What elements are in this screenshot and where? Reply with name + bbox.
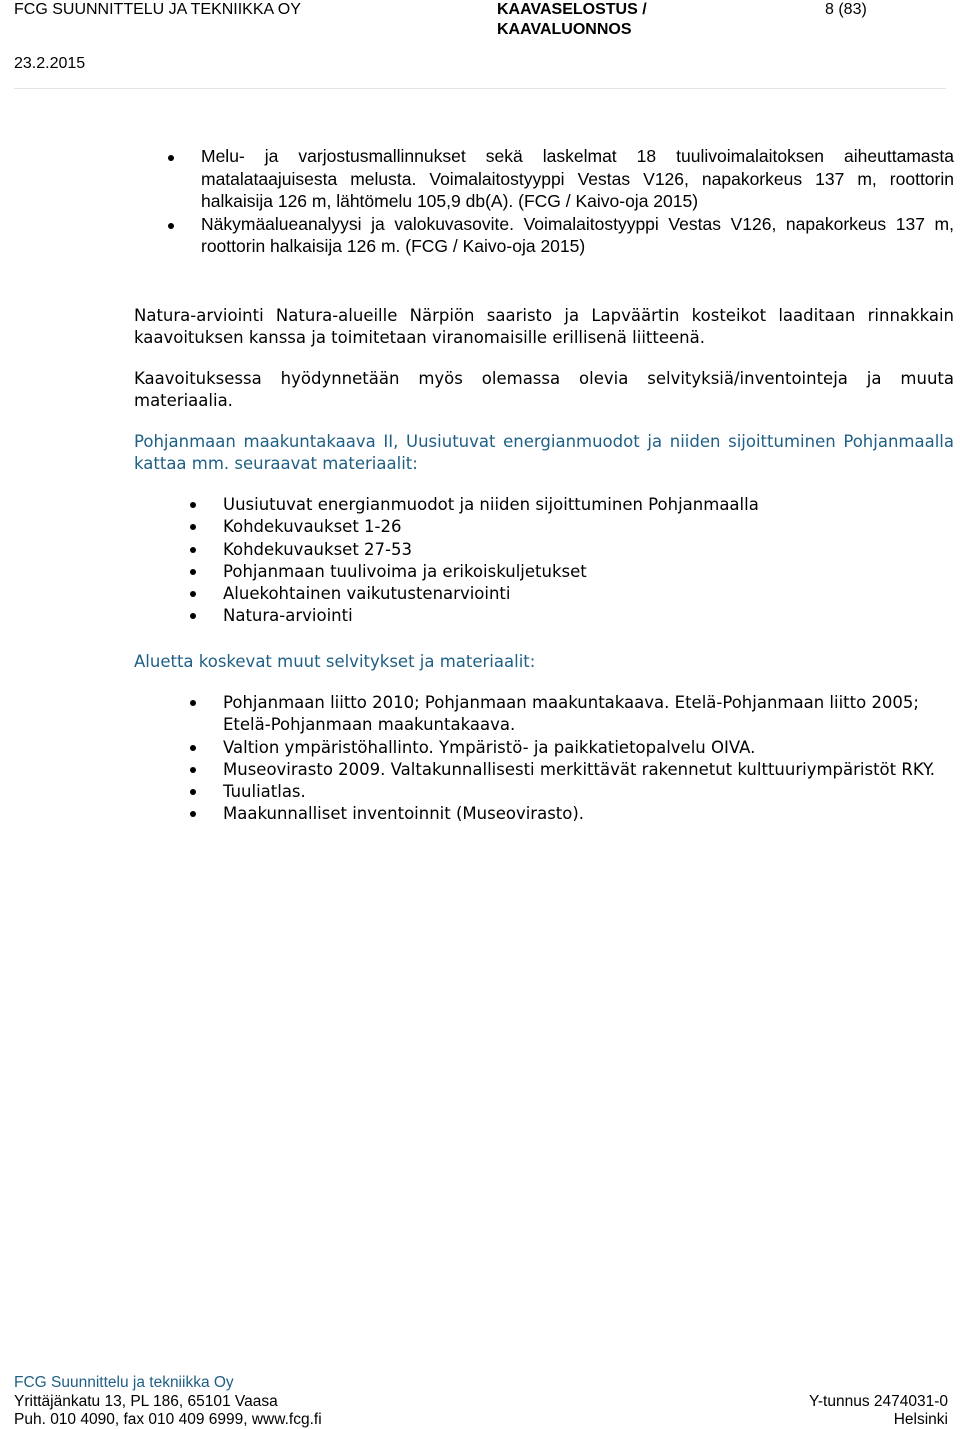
list-item-text: Kohdekuvaukset 27-53 [223,539,412,559]
bullet-icon [190,502,196,508]
bullet-icon [190,811,196,817]
bullet-icon [190,547,196,553]
list-item [186,605,954,627]
bullet-icon [190,524,196,530]
footer-contact: Puh. 010 4090, fax 010 409 6999, www.fcg.fi [14,1411,322,1428]
list-item-text: Pohjanmaan liitto 2010; Pohjanmaan maakuntakaava. Etelä-Pohjanmaan liitto 2005; Etelä-Pohjanmaan maakuntakaava. [223,693,919,735]
list-item-text: Natura-arviointi [223,606,353,626]
header-date: 23.2.2015 [14,55,86,72]
footer-address: Yrittäjänkatu 13, PL 186, 65101 Vaasa [14,1393,278,1410]
header-document-title [497,0,647,40]
paragraph-existing-material: Kaavoituksessa hyödynnetään myös olemassa olevia selvityksiä/inventointeja ja muuta materiaalia. [134,369,954,410]
header-title-line-2: KAAVALUONNOS [497,21,632,38]
list-item-text: Valtion ympäristöhallinto. Ympäristö- ja paikkatietopalvelu OIVA. [223,737,756,757]
header-page-number: 8 (83) [825,1,867,18]
list-item [164,145,954,213]
bullet-icon [190,613,196,619]
list-item [186,561,954,583]
list-item [186,759,954,781]
footer-business-id: Y-tunnus 2474031-0 [808,1393,948,1410]
bullet-icon [190,700,196,706]
bullet-icon [190,767,196,773]
section-heading-other-materials: Aluetta koskevat muut selvitykset ja materiaalit: [134,652,536,671]
header-title-line-1: KAAVASELOSTUS / [497,1,647,18]
list-item [186,494,954,516]
bullet-icon [190,789,196,795]
list-item [186,781,954,803]
paragraph-maakuntakaava: Pohjanmaan maakuntakaava II, Uusiutuvat energianmuodot ja niiden sijoittuminen Pohjanmaalla kattaa mm. seuraavat materiaalit: [134,432,954,473]
list-item-text: Museovirasto 2009. Valtakunnallisesti merkittävät rakennetut kulttuuriympäristöt RKY. [223,759,936,779]
footer-city: Helsinki [893,1411,948,1428]
bullet-icon [190,591,196,597]
header-company: FCG SUUNNITTELU JA TEKNIIKKA OY [14,1,301,18]
list-item [164,213,954,258]
list-item-text: Melu- ja varjostusmallinnukset sekä laskelmat 18 tuulivoimalaitoksen aiheuttamasta matalataajuisesta melusta. Voimalaitostyyppi Vestas V126, napakorkeus 137 m, roottorin halkaisija 126 m, lähtömelu 105,9 db(A). (FCG / Kaivo-oja 2015) [201,146,954,211]
list-item-text: Pohjanmaan tuulivoima ja erikoiskuljetukset [223,561,587,581]
list-item-text: Tuuliatlas. [223,782,306,802]
list-item-text: Maakunnalliset inventoinnit (Museovirasto). [223,804,585,824]
materials-list [186,494,954,628]
header-divider [14,88,946,89]
list-item [186,539,954,561]
list-item-text: Kohdekuvaukset 1-26 [223,517,402,537]
list-item-text: Näkymäalueanalyysi ja valokuvasovite. Voimalaitostyyppi Vestas V126, napakorkeus 137 m, roottorin halkaisija 126 m. (FCG / Kaivo-oja 2015) [201,213,954,256]
bullet-icon [190,745,196,751]
list-item-text: Uusiutuvat energianmuodot ja niiden sijoittuminen Pohjanmaalla [223,495,759,514]
paragraph-natura: Natura-arviointi Natura-alueille Närpiön saaristo ja Lapväärtin kosteikot laaditaan rinnakkain kaavoituksen kanssa ja toimitetaan viranomaisille erillisenä liitteenä. [134,306,954,347]
list-item-text: Aluekohtainen vaikutustenarviointi [223,584,511,604]
bullet-icon [190,569,196,575]
bullet-icon [168,155,174,161]
list-item [186,516,954,538]
footer-company: FCG Suunnittelu ja tekniikka Oy [14,1374,234,1391]
list-item [186,737,954,759]
list-item [186,692,954,737]
survey-bullet-list [164,145,954,258]
other-materials-list [186,692,954,826]
list-item [186,583,954,605]
list-item [186,803,954,825]
bullet-icon [168,223,174,229]
